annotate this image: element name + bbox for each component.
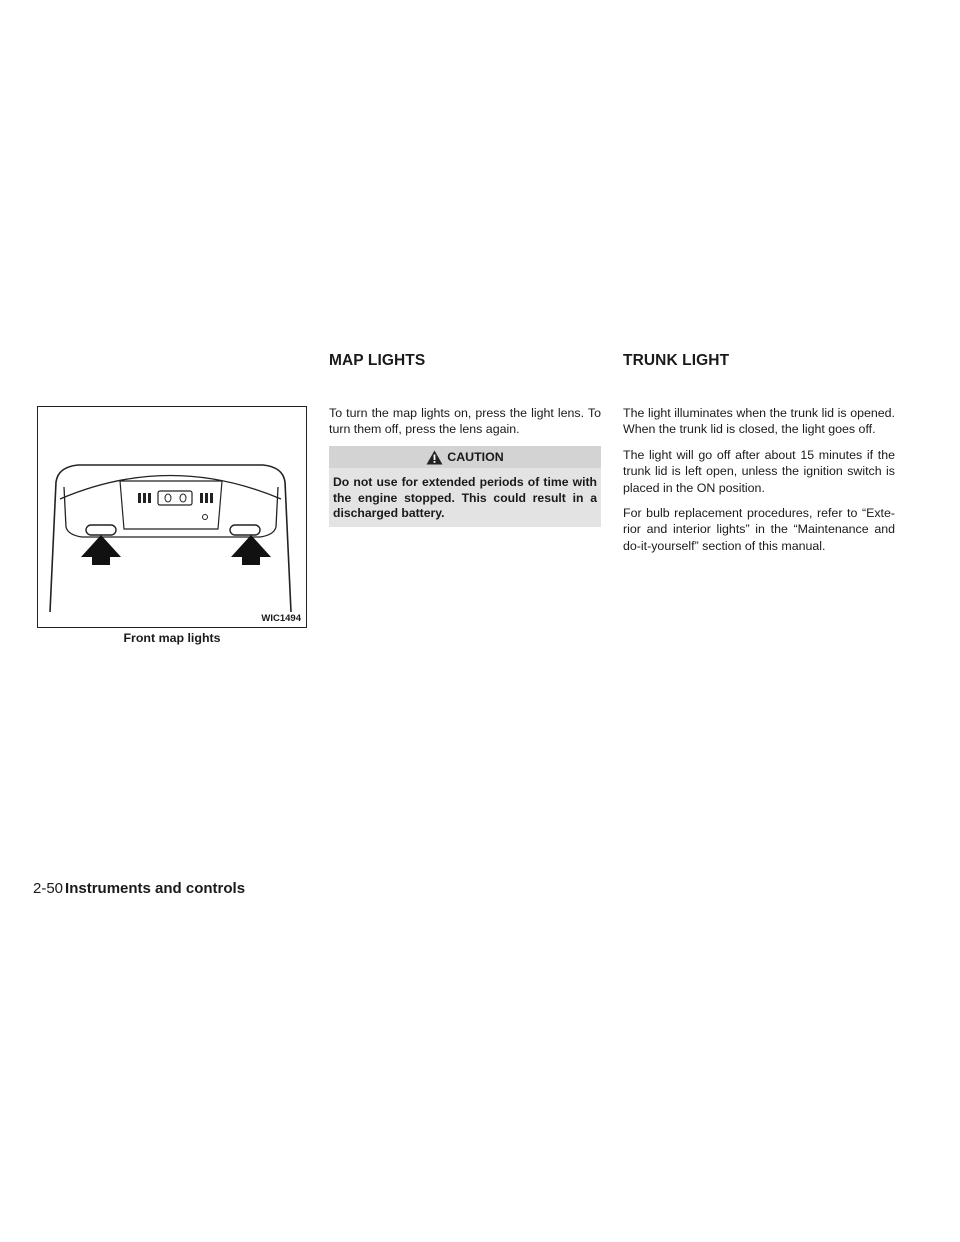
section-title: Instruments and controls bbox=[65, 880, 246, 897]
map-lights-illustration bbox=[38, 407, 305, 626]
figure-code: WIC1494 bbox=[261, 613, 301, 624]
figure-caption: Front map lights bbox=[123, 631, 221, 645]
map-lights-heading: MAP LIGHTS bbox=[329, 352, 426, 369]
caution-label: CAUTION bbox=[447, 450, 504, 464]
page-number: 2-50 bbox=[33, 880, 64, 897]
trunk-light-paragraph-2: The light will go off after about 15 minutes if the trunk lid is left open, unless the ignition switch is placed in the ON position. bbox=[623, 447, 895, 495]
page-footer bbox=[33, 880, 245, 897]
map-lights-paragraph: To turn the map lights on, press the light lens. To turn them off, press the lens again. bbox=[329, 406, 601, 437]
trunk-light-text bbox=[623, 405, 895, 563]
trunk-light-paragraph-3: For bulb replacement procedures, refer to “Exte-rior and interior lights” in the “Maintenance and do-it-yourself” section of this manual. bbox=[623, 506, 895, 553]
front-map-lights-figure bbox=[37, 406, 307, 628]
arrow-up-icon bbox=[231, 535, 271, 565]
caution-text: Do not use for extended periods of time with the engine stopped. This could result in a discharged battery. bbox=[333, 475, 597, 521]
caution-header bbox=[329, 446, 601, 468]
trunk-light-paragraph-1: The light illuminates when the trunk lid is opened. When the trunk lid is closed, the light goes off. bbox=[623, 406, 895, 437]
trunk-light-heading: TRUNK LIGHT bbox=[623, 352, 730, 369]
warning-triangle-icon bbox=[426, 450, 443, 465]
arrow-up-icon bbox=[81, 535, 121, 565]
map-lights-text bbox=[329, 405, 601, 447]
caution-box bbox=[329, 446, 601, 527]
